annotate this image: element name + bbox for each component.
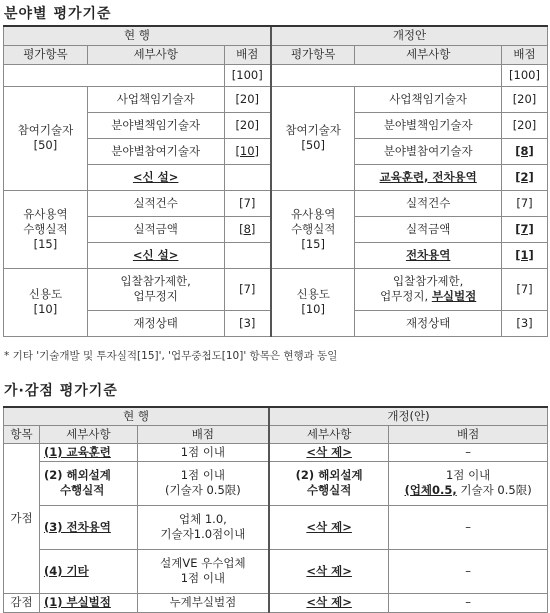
item-participants-current (4, 86, 88, 190)
score-text-new: (업체0.5, (404, 483, 457, 497)
footnote: * 기타 '기술개발 및 투자실적[15]', '업무중첩도[10]' 항목은 현행과 동일 (4, 350, 338, 362)
score-c2-revised: [3] (501, 310, 547, 336)
detail-r4-current: (4) 기타 (39, 549, 137, 593)
item-label: 수행실적 (290, 221, 336, 236)
detail-p2-current: 분야별책임기술자 (87, 112, 224, 138)
score-p2-revised: [20] (501, 112, 547, 138)
col-score-current: 배점 (224, 45, 271, 64)
detail-c2-current: 재정상태 (87, 310, 224, 336)
item-label: 신용도 (296, 287, 330, 301)
header-revised: 개정안 (271, 26, 548, 45)
score-p3-revised: [8] (501, 138, 547, 164)
detail-line: 업무정지 (133, 289, 178, 303)
detail-r1-current: (1) 교육훈련 (39, 443, 137, 461)
detail-p4-revised: 교육훈련, 전차용역 (355, 164, 502, 190)
score-r5-current: 누계부실벌점 (137, 593, 269, 612)
col-detail-revised: 세부사항 (355, 45, 502, 64)
section-title-bonus-penalty: 가·감점 평가기준 (4, 383, 118, 399)
score-r3-current (137, 505, 269, 549)
detail-r2-revised (269, 461, 389, 505)
item-credit-revised (271, 268, 355, 336)
total-score-revised: [100] (501, 64, 547, 86)
detail-p1-current: 사업책임기술자 (87, 86, 224, 112)
detail-s3-revised: 전차용역 (355, 242, 502, 268)
score-r2-revised (389, 461, 548, 505)
item-score: [10] (301, 302, 325, 316)
score-p1-revised: [20] (501, 86, 547, 112)
score-line: 1점 이내 (180, 468, 226, 482)
detail-c1-revised (355, 268, 502, 310)
score-r4-current (137, 549, 269, 593)
score-p2-current: [20] (224, 112, 271, 138)
score-s3-current (224, 242, 271, 268)
field-criteria-table (3, 25, 548, 337)
score-line: 설계VE 우수업체 (160, 556, 246, 570)
detail-r5-current: (1) 부실벌점 (39, 593, 137, 612)
item-score: [50] (33, 138, 58, 152)
detail-s1-revised: 실적건수 (355, 190, 502, 216)
col-score-current: 배점 (137, 425, 269, 443)
detail-s2-current: 실적금액 (87, 216, 224, 242)
score-r3-revised: – (389, 505, 548, 549)
item-label: 참여기술자 (285, 123, 341, 137)
total-spacer-revised (271, 64, 502, 86)
col-score-revised: 배점 (389, 425, 548, 443)
score-p3-current: [10] (224, 138, 271, 164)
item-label: 유사용역 (290, 206, 336, 221)
detail-s1-current: 실적건수 (87, 190, 224, 216)
detail-r4-revised: <삭 제> (269, 549, 389, 593)
detail-line: 수행실적 (306, 483, 352, 497)
detail-p1-revised: 사업책임기술자 (355, 86, 502, 112)
score-p4-revised: [2] (501, 164, 547, 190)
score-s2-current: [8] (224, 216, 271, 242)
score-line (391, 483, 545, 498)
detail-r5-revised: <삭 제> (269, 593, 389, 612)
item-similar-revised (271, 190, 355, 268)
detail-s3-current: <신 설> (87, 242, 224, 268)
score-line: 기술자1.0점이내 (160, 527, 246, 541)
score-p4-current (224, 164, 271, 190)
col-item: 항목 (4, 425, 40, 443)
item-score: [15] (33, 236, 58, 251)
header-revised: 개정(안) (269, 407, 547, 425)
item-similar-current (4, 190, 88, 268)
detail-p3-current: 분야별참여기술자 (87, 138, 224, 164)
detail-s2-revised: 실적금액 (355, 216, 502, 242)
item-score: [15] (301, 236, 325, 251)
score-r1-revised: – (389, 443, 548, 461)
total-score-current: [100] (224, 64, 271, 86)
score-s2-revised: [7] (501, 216, 547, 242)
detail-line: (2) 해외설계 (43, 468, 111, 482)
score-r1-current: 1점 이내 (137, 443, 269, 461)
col-detail-revised: 세부사항 (269, 425, 389, 443)
score-s1-revised: [7] (501, 190, 547, 216)
detail-r3-revised: <삭 제> (269, 505, 389, 549)
item-label: 수행실적 (23, 221, 68, 236)
item-label: 참여기술자 (17, 123, 74, 137)
item-participants-revised (271, 86, 355, 190)
detail-r2-current (39, 461, 137, 505)
score-text: 기술자 0.5限) (456, 483, 532, 497)
item-score: [10] (33, 302, 58, 316)
col-item-revised: 평가항목 (271, 45, 355, 64)
detail-c1-current (87, 268, 224, 310)
score-s3-revised: [1] (501, 242, 547, 268)
score-c1-current: [7] (224, 268, 271, 310)
section-title-field-criteria: 분야별 평가기준 (4, 6, 112, 22)
score-r4-revised: – (389, 549, 548, 593)
score-p1-current: [20] (224, 86, 271, 112)
score-line: 1점 이내 (180, 571, 226, 585)
detail-c2-revised: 재정상태 (355, 310, 502, 336)
detail-line (357, 289, 499, 304)
detail-p3-revised: 분야별참여기술자 (355, 138, 502, 164)
score-line: 업체 1.0, (178, 512, 227, 526)
detail-line: (2) 해외설계 (295, 468, 363, 482)
item-label: 신용도 (28, 287, 63, 301)
group-bonus: 가점 (4, 443, 40, 593)
score-c1-revised: [7] (501, 268, 547, 310)
score-line: (기술자 0.5限) (165, 483, 241, 497)
total-spacer-current (4, 64, 225, 86)
detail-text-new: 부실벌점 (431, 289, 477, 303)
col-item-current: 평가항목 (4, 45, 88, 64)
score-line: 1점 이내 (445, 468, 491, 482)
score-r2-current (137, 461, 269, 505)
col-detail-current: 세부사항 (87, 45, 224, 64)
group-penalty: 감점 (4, 593, 40, 612)
score-s1-current: [7] (224, 190, 271, 216)
col-score-revised: 배점 (501, 45, 547, 64)
detail-p2-revised: 분야별책임기술자 (355, 112, 502, 138)
item-score: [50] (301, 138, 325, 152)
header-current: 현 행 (4, 26, 271, 45)
item-label: 유사용역 (23, 206, 68, 221)
header-current: 현 행 (4, 407, 270, 425)
detail-line: 입찰참가제한, (120, 274, 191, 288)
item-credit-current (4, 268, 88, 336)
detail-r1-revised: <삭 제> (269, 443, 389, 461)
bonus-penalty-table (3, 406, 548, 613)
detail-p4-current: <신 설> (87, 164, 224, 190)
col-detail-current: 세부사항 (39, 425, 137, 443)
score-r5-revised: – (389, 593, 548, 612)
detail-line: 수행실적 (59, 483, 105, 497)
detail-text: 업무정지, (380, 289, 429, 303)
score-c2-current: [3] (224, 310, 271, 336)
detail-line: 입찰참가제한, (393, 274, 464, 288)
detail-r3-current: (3) 전차용역 (39, 505, 137, 549)
